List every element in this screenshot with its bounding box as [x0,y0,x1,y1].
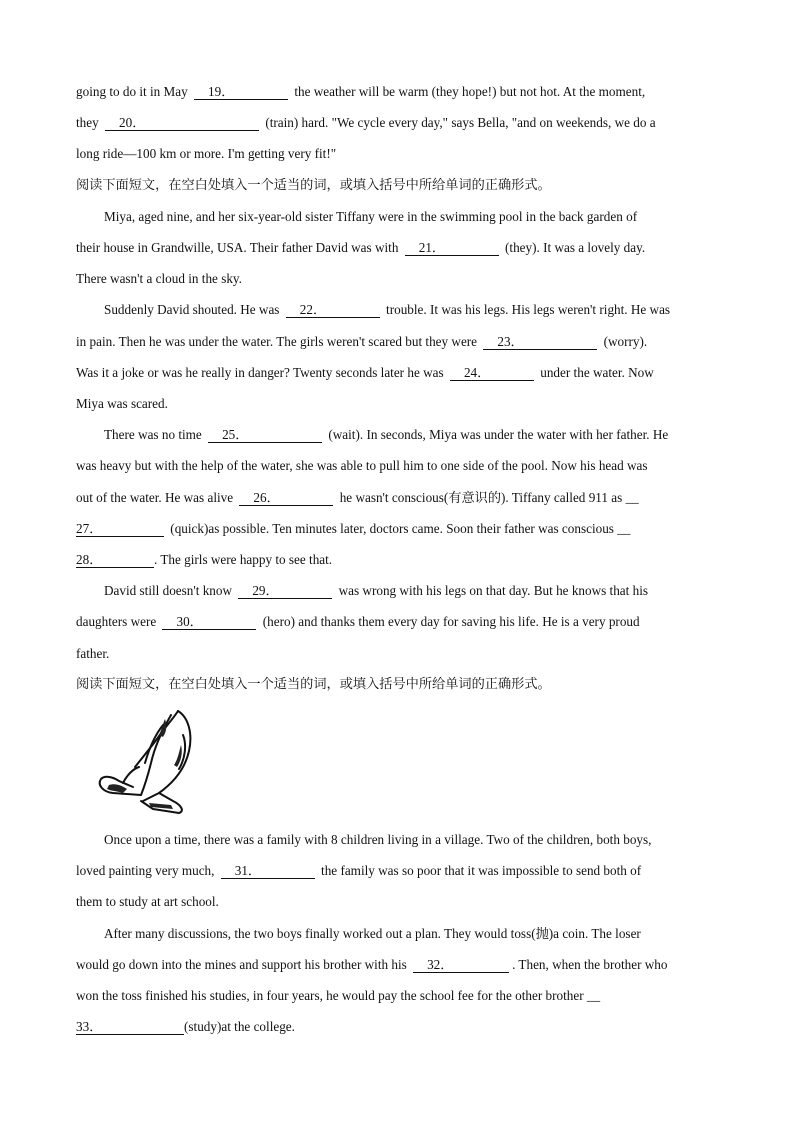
text-line [76,232,696,263]
text-segment: (train) hard. "We cycle every day," says Bella, "and on weekends, we do a [265,115,656,131]
text-line [76,107,696,138]
text-line: long ride—100 km or more. I'm getting very fit!" [76,146,337,162]
text-line [76,855,696,886]
blank-23[interactable]: 23． [483,335,597,350]
blank-22[interactable]: 22． [286,303,380,318]
text-line: Once upon a time, there was a family with 8 children living in a village. Two of the children, both boys, [104,832,652,848]
text-line: was heavy but with the help of the water, she was able to pull him to one side of the pool. Now his head was [76,458,648,474]
text-line: won the toss finished his studies, in four years, he would pay the school fee for the other brother __ [76,988,601,1004]
text-segment: (quick)as possible. Ten minutes later, doctors came. Soon their father was conscious __ [170,520,631,536]
instruction-heading: 阅读下面短文，在空白处填入一个适当的词，或填入括号中所给单词的正确形式。 [76,177,551,193]
text-segment: There was no time [104,427,202,443]
text-segment: trouble. It was his legs. His legs weren't right. He was [386,302,671,318]
text-segment: Was it a joke or was he really in danger? Twenty seconds later he was [76,364,444,380]
praying-hands-icon [93,705,203,815]
text-segment: in pain. Then he was under the water. The girls weren't scared but they were [76,333,478,349]
text-segment: their house in Grandwille, USA. Their father David was with [76,240,399,256]
text-line: father. [76,645,110,661]
text-segment: (study)at the college. [184,1019,295,1035]
text-line: Miya, aged nine, and her six-year-old sister Tiffany were in the swimming pool in the back garden of [104,208,638,224]
blank-30[interactable]: 30． [162,615,256,630]
text-line [76,326,696,357]
worksheet-page [76,76,696,1042]
text-segment: under the water. Now [540,364,654,380]
text-line [76,949,696,980]
text-line [76,419,696,450]
blank-19[interactable]: 19． [194,85,288,100]
blank-26[interactable]: 26． [239,491,333,506]
text-segment: . The girls were happy to see that. [154,552,333,568]
illustration-area [76,700,696,824]
blank-20[interactable]: 20． [105,116,259,131]
text-segment: was wrong with his legs on that day. But he knows that his [338,583,649,599]
text-segment: (they). It was a lovely day. [505,240,646,256]
instruction-heading: 阅读下面短文，在空白处填入一个适当的词，或填入括号中所给单词的正确形式。 [76,676,551,692]
text-line [76,544,696,575]
text-line: There wasn't a cloud in the sky. [76,271,242,287]
blank-24[interactable]: 24． [450,366,534,381]
text-line [76,575,696,606]
text-line [76,357,696,388]
text-segment: (wait). In seconds, Miya was under the water with her father. He [328,427,669,443]
text-segment: David still doesn't know [104,583,233,599]
blank-33[interactable]: 33． [76,1020,184,1035]
text-line: them to study at art school. [76,894,219,910]
text-segment: (worry). [603,333,648,349]
blank-25[interactable]: 25． [208,428,322,443]
text-segment: Suddenly David shouted. He was [104,302,280,318]
blank-31[interactable]: 31． [221,864,315,879]
text-segment: . Then, when the brother who [512,956,668,972]
text-segment: (hero) and thanks them every day for saving his life. He is a very proud [262,614,640,630]
text-line [76,513,696,544]
text-segment: he wasn't conscious(有意识的). Tiffany called 911 as __ [339,489,639,505]
text-segment: loved painting very much, [76,863,215,879]
text-segment: going to do it in May [76,84,188,99]
text-line: Miya was scared. [76,396,168,412]
text-line [76,294,696,325]
text-segment: daughters were [76,614,157,630]
text-segment: would go down into the mines and support his brother with his [76,956,407,972]
text-line [76,76,696,107]
blank-28[interactable]: 28． [76,553,154,568]
blank-27[interactable]: 27． [76,522,164,537]
text-segment: they [76,115,99,131]
blank-21[interactable]: 21． [405,241,499,256]
text-segment: the weather will be warm (they hope!) but not hot. At the moment, [294,84,646,99]
text-line [76,606,696,637]
blank-32[interactable]: 32． [413,958,509,973]
text-line: After many discussions, the two boys finally worked out a plan. They would toss(抛)a coin. The loser [104,925,641,941]
text-line [76,1011,696,1042]
text-segment: the family was so poor that it was impossible to send both of [321,863,642,879]
text-line [76,482,696,513]
text-segment: out of the water. He was alive [76,489,234,505]
blank-29[interactable]: 29． [238,584,332,599]
